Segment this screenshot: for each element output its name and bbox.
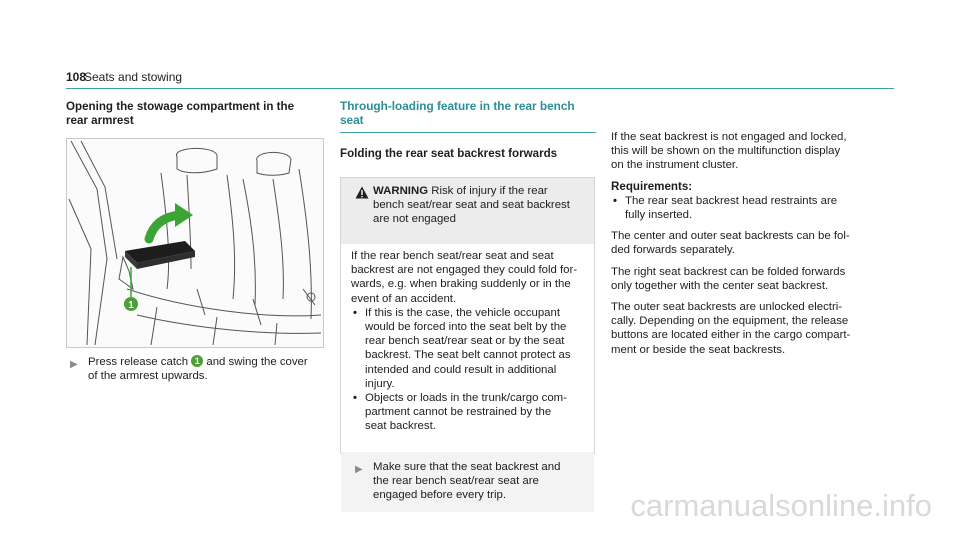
column-middle [340, 100, 596, 161]
armrest-illustration [66, 138, 324, 348]
rear-seat-armrest-drawing [67, 139, 323, 347]
page-number: 108 [66, 70, 87, 84]
section-title: Seats and stowing [84, 70, 183, 84]
callout-number: 1 [128, 300, 134, 311]
paragraph-right-backrest: The right seat backrest can be folded forwards only together with the center seat backrest. [611, 265, 846, 292]
warning-bullet-2: • Objects or loads in the trunk/cargo com- partment cannot be restrained by the seat backrest. [353, 392, 567, 433]
heading-through-loading: Through-loading feature in the rear bench seat [340, 99, 575, 127]
callout-badge: 1 [191, 355, 203, 367]
bullet-marker-icon: • [353, 306, 357, 319]
warning-box [340, 177, 595, 502]
warning-step: ▶ Make sure that the seat backrest and the rear bench seat/rear seat are engaged before every trip. [341, 452, 594, 513]
swing-up-arrow [149, 203, 193, 239]
paragraph-display: If the seat backrest is not engaged and locked, this will be shown on the multifunction display on the instrument cluster. [611, 131, 847, 172]
heading-stowage: Opening the stowage compartment in the rear armrest [66, 100, 295, 127]
subheading-folding: Folding the rear seat backrest forwards [340, 147, 558, 160]
column-left [66, 100, 324, 127]
requirement-item: • The rear seat backrest head restraints are fully inserted. [613, 194, 838, 222]
column-right [611, 130, 896, 357]
press-release-step: ▶ Press release catch 1 and swing the cover of the armrest upwards. [70, 356, 308, 383]
watermark: carmanualsonline.info [630, 488, 932, 523]
header-rule [66, 88, 894, 89]
requirements-label: Requirements: [611, 179, 693, 193]
warning-label: WARNING [373, 185, 429, 197]
bullet-marker-icon: • [613, 194, 617, 207]
paragraph-electric-unlock: The outer seat backrests are unlocked electri- cally. Depending on the equipment, the release buttons are located either in the cargo compart- ment or beside the seat backrests. [611, 301, 851, 356]
step-arrow-icon: ▶ [70, 359, 78, 370]
step-arrow-icon: ▶ [355, 463, 363, 475]
warning-header: WARNING Risk of injury if the rear bench seat/rear seat and seat backrest are not engaged [341, 178, 594, 244]
warning-triangle-icon [355, 186, 369, 199]
warning-bullet-1: • If this is the case, the vehicle occupant would be forced into the seat belt by the rear bench seat/rear seat or by the seat backrest. The seat belt cannot protect as intended and could result in additional injury. [353, 306, 571, 390]
paragraph-separate: The center and outer seat backrests can be fol- ded forwards separately. [611, 230, 850, 257]
bullet-marker-icon: • [353, 392, 357, 405]
warning-body: If the rear bench seat/rear seat and seat backrest are not engaged they could fold for- wards, e.g. when braking suddenly or in the event of an accident. • If this is the case, the vehicle occupant would be forced into the seat belt by the rear bench seat/rear seat or by the seat backrest. The seat belt cannot protect as intended and could result in additional injury. • Objects or loads in the trunk/cargo com- partment cannot be restrained by the seat backrest. ▶ Make sure that the seat backrest and the rear bench seat/rear seat are engaged before every trip. [341, 244, 594, 512]
